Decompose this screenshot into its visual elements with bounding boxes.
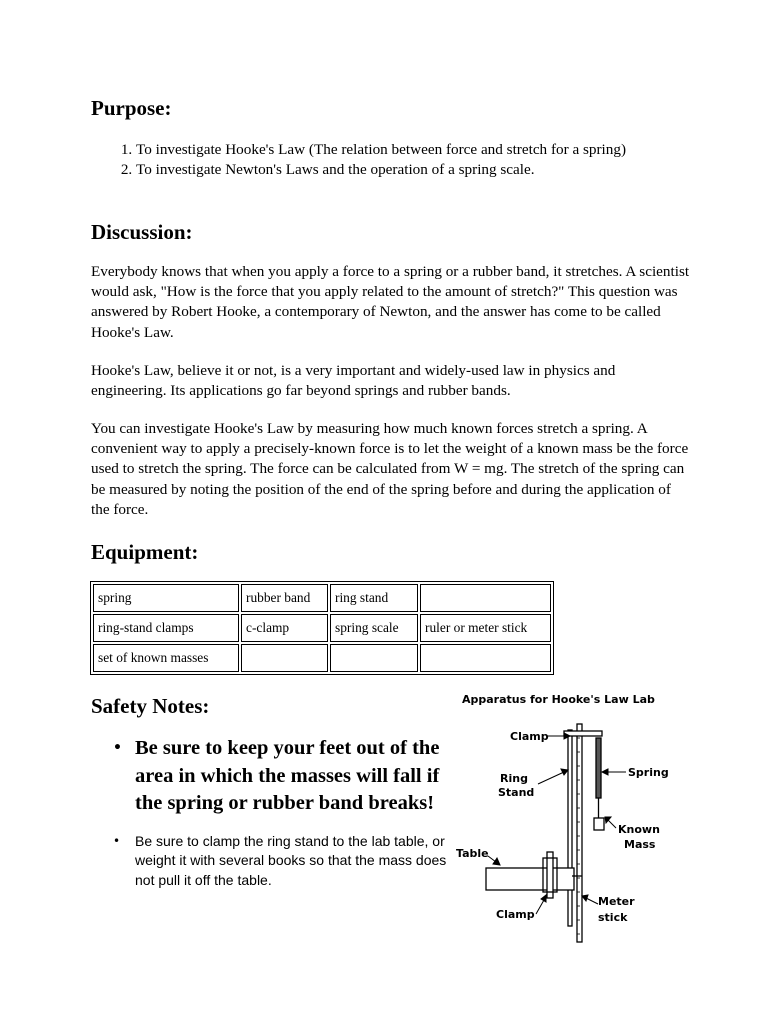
- label-clamp-top: Clamp: [510, 730, 549, 743]
- hookes-law-apparatus-diagram: [440, 686, 700, 950]
- ring-stand-rod: [568, 730, 572, 926]
- equipment-table: [90, 581, 554, 675]
- table-cell: spring: [93, 584, 239, 612]
- table-cell: [420, 644, 551, 672]
- spring: [596, 738, 601, 798]
- table-row: [93, 644, 551, 672]
- meter-stick: [577, 724, 582, 942]
- safety-note-feet: [91, 735, 461, 818]
- known-mass: [594, 818, 604, 830]
- label-table: Table: [456, 847, 489, 860]
- safety-note-clamp: [91, 832, 461, 891]
- bullet-icon: •: [113, 740, 122, 756]
- label-meter: Meter: [598, 895, 635, 908]
- table-cell: ring stand: [330, 584, 418, 612]
- table-cell: [330, 644, 418, 672]
- label-clamp-bottom: Clamp: [496, 908, 535, 921]
- table-cell: rubber band: [241, 584, 328, 612]
- label-spring: Spring: [628, 766, 669, 779]
- bullet-icon: •: [113, 833, 121, 848]
- label-stick: stick: [598, 911, 628, 924]
- purpose-heading: Purpose:: [91, 96, 172, 120]
- purpose-item: 2. To investigate Newton's Laws and the operation of a spring scale.: [136, 160, 696, 180]
- safety-heading: Safety Notes:: [91, 694, 210, 718]
- label-mass: Mass: [624, 838, 656, 851]
- discussion-paragraph: Everybody knows that when you apply a force to a spring or a rubber band, it stretches. A scientist would ask, "How is the force that you apply related to the amount of stretch?" This question was answered by Robert Hooke, a contemporary of Newton, and the answer has come to be called Hooke's Law.: [91, 263, 690, 341]
- label-stand: Stand: [498, 786, 535, 799]
- discussion-heading: Discussion:: [91, 220, 193, 244]
- table-cell: set of known masses: [93, 644, 239, 672]
- table-cell: ruler or meter stick: [420, 614, 551, 642]
- purpose-item: 1. To investigate Hooke's Law (The relation between force and stretch for a spring): [136, 140, 696, 160]
- label-known: Known: [618, 823, 660, 836]
- table-cell: ring-stand clamps: [93, 614, 239, 642]
- top-clamp-arm: [564, 731, 602, 736]
- safety-notes-list: [91, 735, 461, 890]
- discussion-paragraph: You can investigate Hooke's Law by measuring how much known forces stretch a spring. A convenient way to apply a precisely-known force is to let the weight of a known mass be the force used to stretch the spring. The force can be calculated from W = mg. The stretch of the spring can be measured by noting the position of the end of the spring before and during the application of the force.: [91, 420, 689, 518]
- equipment-heading: Equipment:: [91, 540, 199, 564]
- label-ring: Ring: [500, 772, 528, 785]
- safety-note-text: Be sure to clamp the ring stand to the lab table, or weight it with several books so that the mass does not pull it off the table.: [135, 832, 447, 888]
- table-cell: [420, 584, 551, 612]
- safety-note-text: Be sure to keep your feet out of the area in which the masses will fall if the spring or rubber band breaks!: [135, 737, 440, 814]
- c-clamp: [547, 852, 553, 898]
- table-cell: [241, 644, 328, 672]
- table-top: [486, 868, 574, 890]
- diagram-title: Apparatus for Hooke's Law Lab: [462, 693, 655, 706]
- table-cell: c-clamp: [241, 614, 328, 642]
- table-row: [93, 614, 551, 642]
- table-cell: spring scale: [330, 614, 418, 642]
- discussion-paragraph: Hooke's Law, believe it or not, is a very important and widely-used law in physics and engineering. Its applications go far beyond springs and rubber bands.: [91, 362, 616, 400]
- purpose-list: [91, 140, 696, 180]
- table-row: [93, 584, 551, 612]
